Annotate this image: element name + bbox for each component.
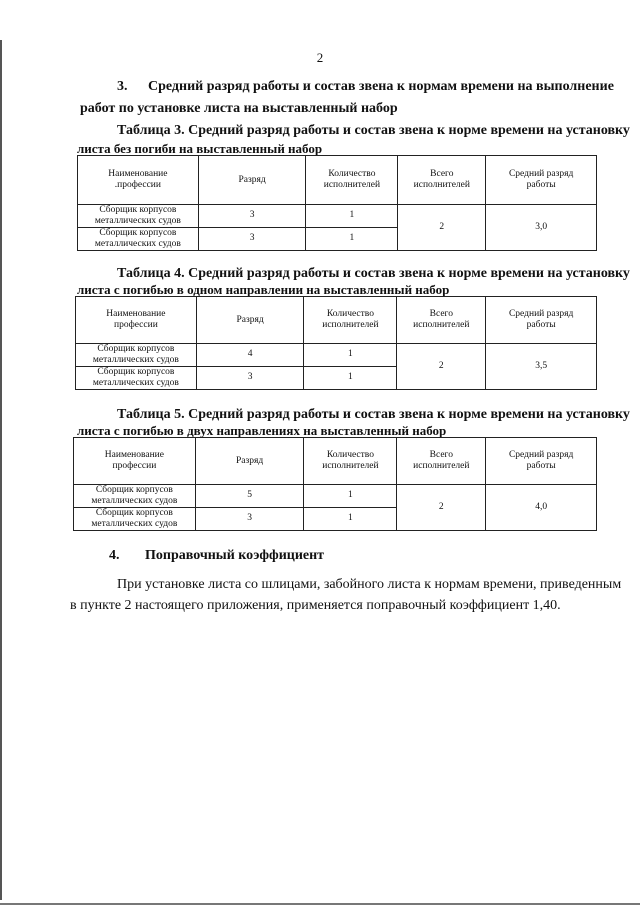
section-4-paragraph-line1: При установке листа со шлицами, забойного листа к нормам времени, приведенным [117,577,622,592]
header-count: Количество исполнителей [304,297,397,344]
cell-average: 3,5 [486,344,597,390]
cell-profession: Сборщик корпусов металлических судов [78,227,199,250]
table-4 [75,296,597,390]
page-number: 2 [316,50,324,65]
cell-count: 1 [304,485,397,508]
section-4-title: Поправочный коэффициент [145,548,325,563]
cell-profession: Сборщик корпусов металлических судов [76,366,197,389]
header-profession: Наименование профессии [74,438,196,485]
cell-average: 3,0 [486,205,597,251]
cell-grade: 5 [195,485,304,508]
table-4-caption-line1: Таблица 4. Средний разряд работы и состав звена к норме времени на установку [117,266,630,281]
header-grade: Разряд [196,297,304,344]
cell-profession: Сборщик корпусов металлических судов [78,205,199,228]
cell-total: 2 [397,485,486,531]
cell-grade: 3 [198,205,306,228]
section-3-title-line1: Средний разряд работы и состав звена к нормам времени на выполнение [148,79,614,94]
table-3-caption-line1: Таблица 3. Средний разряд работы и состав звена к норме времени на установку [117,123,630,138]
table-header-row [76,297,597,344]
section-4-number: 4. [109,548,120,563]
table-header-row [78,156,597,205]
cell-grade: 3 [196,366,304,389]
header-count: Количество исполнителей [306,156,398,205]
header-total: Всего исполнителей [397,297,486,344]
cell-count: 1 [304,344,397,367]
table-5 [73,437,597,531]
header-grade: Разряд [198,156,306,205]
cell-average: 4,0 [486,485,597,531]
table-header-row [74,438,597,485]
header-profession: Наименование профессии [76,297,197,344]
cell-count: 1 [306,227,398,250]
cell-total: 2 [397,344,486,390]
section-3-title-line2: работ по установке листа на выставленный набор [80,101,398,116]
section-3-number: 3. [117,79,128,94]
cell-profession: Сборщик корпусов металлических судов [76,344,197,367]
table-row [78,205,597,228]
header-count: Количество исполнителей [304,438,397,485]
header-average: Средний разряд работы [486,297,597,344]
table-row [74,485,597,508]
table-3-caption-line2: листа без погиби на выставленный набор [77,141,323,156]
table-5-caption-line2: листа с погибью в двух направлениях на выставленный набор [77,423,447,438]
header-average: Средний разряд работы [486,156,597,205]
header-profession: Наименование .профессии [78,156,199,205]
header-average: Средний разряд работы [486,438,597,485]
table-row [76,344,597,367]
header-grade: Разряд [195,438,304,485]
cell-count: 1 [304,366,397,389]
cell-profession: Сборщик корпусов металлических судов [74,485,196,508]
section-4-paragraph-line2: в пункте 2 настоящего приложения, применяется поправочный коэффициент 1,40. [70,598,561,613]
table-3 [77,155,597,251]
scan-left-edge [0,40,2,900]
header-total: Всего исполнителей [397,438,486,485]
cell-grade: 3 [198,227,306,250]
cell-count: 1 [306,205,398,228]
header-total: Всего исполнителей [398,156,486,205]
table-5-caption-line1: Таблица 5. Средний разряд работы и состав звена к норме времени на установку [117,407,630,422]
cell-grade: 4 [196,344,304,367]
table-4-caption-line2: листа с погибью в одном направлении на выставленный набор [77,282,450,297]
section-4-heading [109,548,324,564]
cell-grade: 3 [195,507,304,530]
cell-profession: Сборщик корпусов металлических судов [74,507,196,530]
section-3-heading [117,79,614,95]
cell-total: 2 [398,205,486,251]
cell-count: 1 [304,507,397,530]
